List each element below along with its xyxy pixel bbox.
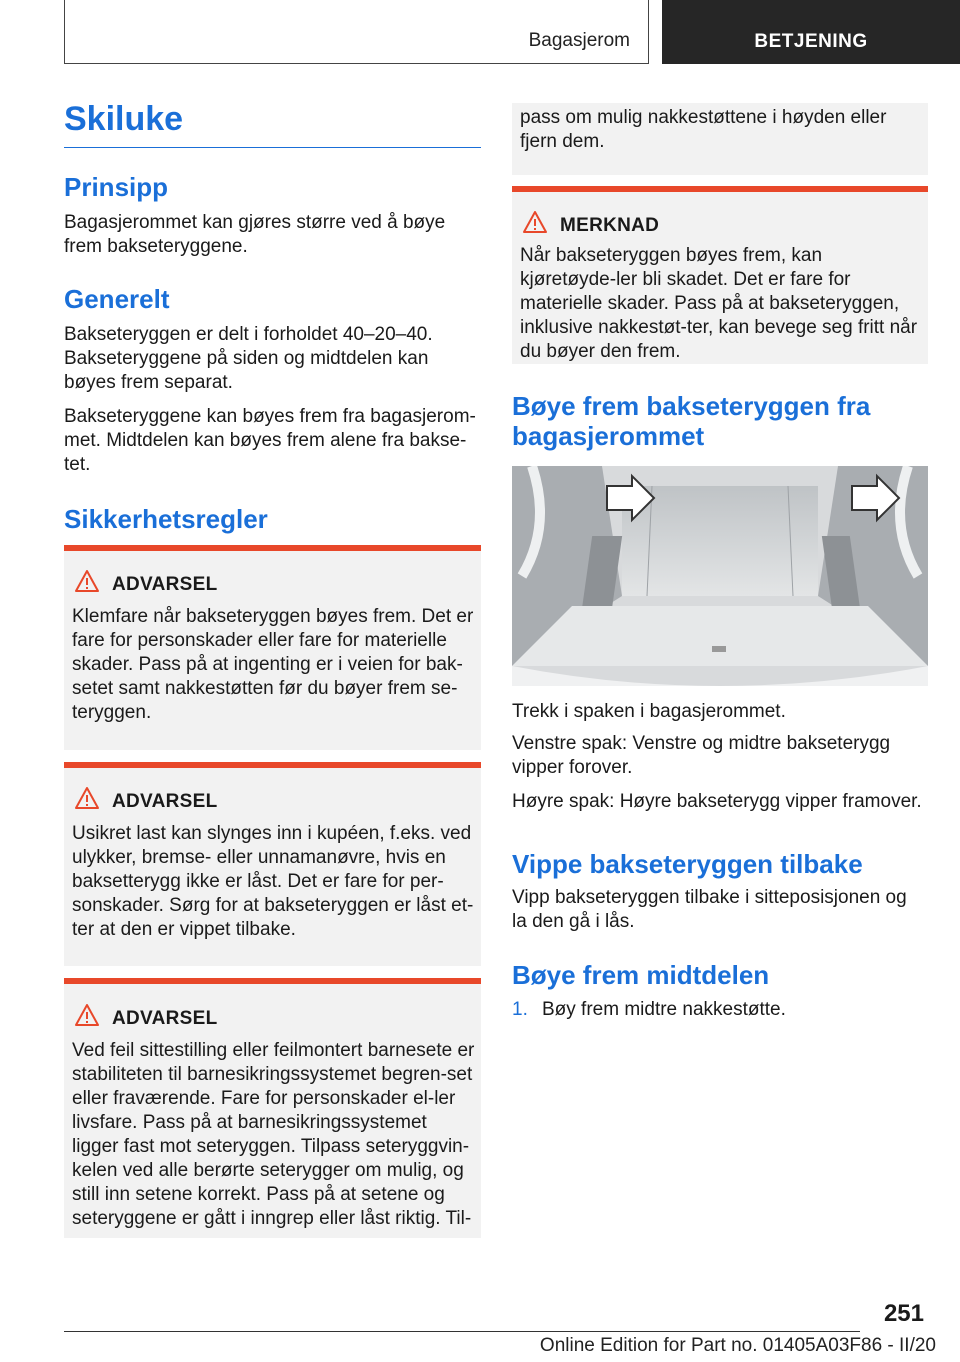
warning-title: ADVARSEL xyxy=(112,791,218,812)
warning-bar xyxy=(64,762,481,768)
notice-bar xyxy=(512,186,928,192)
title-rule xyxy=(64,147,481,148)
header-section: Bagasjerom xyxy=(528,30,630,51)
prinsipp-text: Bagasjerommet kan gjøres større ved å bøye frem bakseteryggene. xyxy=(64,212,446,257)
warning-text: Usikret last kan slynges inn i kupéen, f.eks. ved ulykker, bremse- eller unnamanøvre, hvis en baksetterygg ikke er låst. Det er fare for per-sonskader. Sørg for at bakseteryggen er låst et-ter at den er vippet tilbake. xyxy=(72,823,474,940)
warning-bar xyxy=(64,978,481,984)
notice-title: MERKNAD xyxy=(560,215,660,236)
heading-boye-midtdelen: Bøye frem midtdelen xyxy=(512,960,770,990)
boye-fra-text-2: Venstre spak: Venstre og midtre bakseterygg vipper forover. xyxy=(512,733,891,778)
warning-triangle-icon xyxy=(522,210,548,234)
footer-text: Online Edition for Part no. 01405A03F86 - II/20 xyxy=(539,1335,936,1356)
warning-box xyxy=(64,762,481,966)
footer-rule xyxy=(64,1331,860,1332)
list-item xyxy=(512,998,928,1022)
warning-title: ADVARSEL xyxy=(112,1008,218,1029)
warning-triangle-icon xyxy=(74,1003,100,1027)
boye-fra-text-1: Trekk i spaken i bagasjerommet. xyxy=(512,701,786,722)
header-frame xyxy=(64,0,649,64)
warning-triangle-icon xyxy=(74,786,100,810)
vippe-text: Vipp bakseteryggen tilbake i sitteposisjonen og la den gå i lås. xyxy=(512,887,907,932)
boye-fra-text-3: Høyre spak: Høyre bakseterygg vipper framover. xyxy=(512,791,922,812)
heading-boye-fra-bagasjerom: Bøye frem bakseteryggen fra bagasjerommet xyxy=(512,391,871,451)
warning-text: Ved feil sittestilling eller feilmontert barnesete er stabiliteten til barnesikringssystemet begren-set eller fraværende. Fare for personskader el-ler livsfare. Pass på at barnesikringssystemet ligger fast mot seteryggen. Tilpass seteryggvin-kelen ved alle berørte seterygger om mulig, og still inn setene korrekt. Pass på at setene og seteryggene er gått i inngrep eller låst riktig. Til- xyxy=(72,1040,475,1229)
warning-text: Klemfare når bakseteryggen bøyes frem. Det er fare for personskader eller fare for materielle skader. Pass på at ingenting er i veien for bak-setet samt nakkestøtten før du bøyer frem se-teryggen. xyxy=(72,606,474,723)
steps-list xyxy=(512,998,928,1022)
warning-title: ADVARSEL xyxy=(112,574,218,595)
notice-text: Når bakseteryggen bøyes frem, kan kjøretøyde-ler bli skadet. Det er fare for materielle skader. Pass på at bakseteryggen, inklusive nakkestøt-ter, kan bevege seg fritt når du bøyer den frem. xyxy=(520,245,918,362)
warning-triangle-icon xyxy=(74,569,100,593)
header-chapter: BETJENING xyxy=(662,0,960,64)
heading-prinsipp: Prinsipp xyxy=(64,172,169,202)
heading-sikkerhetsregler: Sikkerhetsregler xyxy=(64,504,268,534)
heading-vippe-tilbake: Vippe bakseteryggen tilbake xyxy=(512,849,863,879)
generelt-text-1: Bakseteryggen er delt i forholdet 40–20–40. Bakseteryggene på siden og midtdelen kan bøyes frem separat. xyxy=(64,324,433,393)
warning-continued-box xyxy=(512,103,928,175)
page-title: Skiluke xyxy=(64,100,184,138)
step-text: Bøy frem midtre nakkestøtte. xyxy=(542,999,786,1020)
heading-generelt: Generelt xyxy=(64,284,170,314)
notice-box xyxy=(512,186,928,364)
trunk-photo xyxy=(512,466,928,686)
page-number: 251 xyxy=(883,1300,924,1327)
warning-box xyxy=(64,978,481,1238)
warning-continued-text: pass om mulig nakkestøttene i høyden eller fjern dem. xyxy=(520,107,887,152)
warning-box xyxy=(64,545,481,750)
generelt-text-2: Bakseteryggene kan bøyes frem fra bagasjerom-met. Midtdelen kan bøyes frem alene fra bakse-tet. xyxy=(64,406,476,475)
step-number: 1. xyxy=(512,999,528,1020)
warning-bar xyxy=(64,545,481,551)
